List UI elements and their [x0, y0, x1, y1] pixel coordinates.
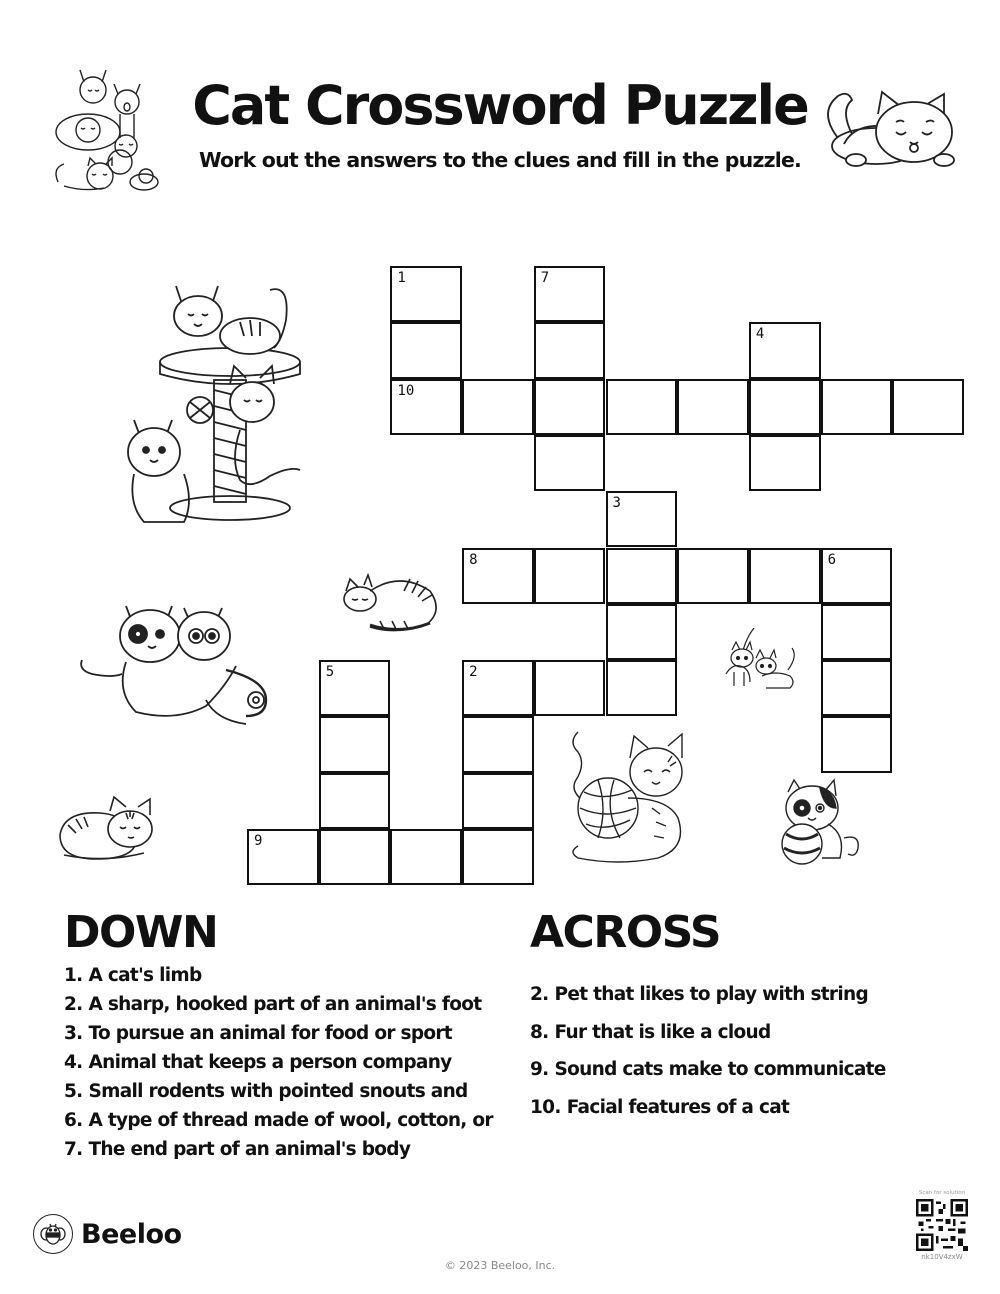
crossword-cell[interactable] — [677, 379, 749, 435]
qr-code-icon — [916, 1199, 968, 1251]
letter-input[interactable] — [536, 437, 604, 489]
solution-qr[interactable] — [912, 1190, 972, 1261]
bee-icon — [33, 1214, 73, 1254]
letter-input[interactable] — [536, 381, 604, 433]
clue-text: Facial features of a cat — [566, 1096, 790, 1118]
crossword-cell[interactable] — [534, 379, 606, 435]
hugging-cats-illustration — [76, 600, 280, 730]
yarn-cat-illustration — [568, 728, 688, 866]
down-clue — [64, 1048, 493, 1077]
letter-input[interactable] — [608, 381, 676, 433]
letter-input[interactable] — [464, 381, 532, 433]
crossword-cell[interactable] — [390, 829, 462, 885]
letter-input[interactable] — [464, 831, 532, 883]
clue-number: 9 — [254, 833, 263, 849]
crossword-cell[interactable] — [749, 548, 821, 604]
cat-tower-illustration — [120, 280, 320, 530]
crossword-cell[interactable] — [606, 491, 678, 547]
down-clue — [64, 961, 493, 990]
letter-input[interactable] — [894, 381, 962, 433]
across-clue-list — [530, 976, 886, 1126]
clue-number: 3 — [612, 495, 621, 512]
crossword-cell[interactable] — [390, 379, 462, 435]
letter-input[interactable] — [321, 831, 389, 883]
page-title: Cat Crossword Puzzle — [192, 74, 808, 137]
crossword-cell[interactable] — [821, 548, 893, 604]
beeloo-logo[interactable] — [33, 1214, 182, 1254]
down-clue — [64, 1106, 493, 1135]
cat-pile-illustration — [48, 62, 166, 194]
letter-input[interactable] — [751, 550, 819, 602]
crossword-cell[interactable] — [821, 716, 893, 772]
letter-input[interactable] — [536, 324, 604, 376]
clue-text: Small rodents with pointed snouts and — [88, 1081, 468, 1102]
letter-input[interactable] — [536, 550, 604, 602]
crossword-cell[interactable] — [534, 660, 606, 716]
clue-text: A type of thread made of wool, cotton, or — [88, 1110, 493, 1131]
crossword-cell[interactable] — [749, 435, 821, 491]
down-heading: DOWN — [64, 907, 218, 958]
clue-text: Sound cats make to communicate — [554, 1059, 886, 1080]
clue-number: 5. — [64, 1081, 83, 1102]
clue-number: 7. — [64, 1139, 83, 1160]
letter-input[interactable] — [751, 324, 819, 376]
letter-input[interactable] — [536, 662, 604, 714]
clue-number: 8. — [530, 1021, 549, 1043]
clue-text: A cat's limb — [88, 965, 202, 986]
clue-number: 6. — [64, 1110, 83, 1131]
clue-number: 2. — [530, 984, 549, 1005]
across-heading: ACROSS — [530, 907, 721, 958]
clue-number: 9. — [530, 1059, 549, 1080]
crossword-cell[interactable] — [892, 379, 964, 435]
letter-input[interactable] — [823, 550, 891, 602]
crossword-cell[interactable] — [462, 716, 534, 772]
clue-number: 1. — [64, 965, 83, 986]
letter-input[interactable] — [249, 831, 317, 883]
crossword-cell[interactable] — [606, 660, 678, 716]
letter-input[interactable] — [823, 381, 891, 433]
clue-number: 3. — [64, 1023, 83, 1044]
crossword-cell[interactable] — [247, 829, 319, 885]
crossword-cell[interactable] — [319, 829, 391, 885]
crossword-cell[interactable] — [462, 660, 534, 716]
across-clue — [530, 1051, 886, 1089]
letter-input[interactable] — [608, 606, 676, 658]
clue-number: 6 — [827, 551, 837, 568]
playing-kittens-illustration — [722, 628, 802, 696]
letter-input[interactable] — [751, 437, 819, 489]
clue-text: Animal that keeps a person company — [88, 1052, 452, 1073]
sleeping-cat-illustration — [816, 84, 966, 170]
letter-input[interactable] — [751, 381, 819, 433]
qr-solution-code: nk10V4zxW — [921, 1253, 963, 1261]
crossword-cell[interactable] — [534, 266, 606, 322]
crossword-cell[interactable] — [821, 660, 893, 716]
clue-number: 1 — [397, 270, 406, 286]
down-clue — [64, 1019, 493, 1048]
letter-input[interactable] — [823, 662, 891, 714]
ball-cat-illustration — [772, 778, 864, 868]
clue-number: 5 — [325, 664, 335, 681]
down-clue-list — [64, 961, 493, 1164]
letter-input[interactable] — [823, 718, 891, 770]
napping-striped-cat-illustration — [340, 573, 442, 635]
letter-input[interactable] — [392, 381, 460, 433]
clue-number: 7 — [540, 270, 550, 286]
crossword-cell[interactable] — [319, 773, 391, 829]
crossword-cell[interactable] — [462, 379, 534, 435]
letter-input[interactable] — [608, 493, 676, 545]
letter-input[interactable] — [464, 662, 532, 714]
clue-number: 4. — [64, 1052, 83, 1073]
across-clue — [530, 1089, 886, 1127]
crossword-cell[interactable] — [606, 379, 678, 435]
crossword-cell[interactable] — [534, 435, 606, 491]
page-subtitle: Work out the answers to the clues and fill in the puzzle. — [198, 148, 802, 172]
crossword-cell[interactable] — [319, 660, 391, 716]
clue-number: 2 — [469, 664, 478, 681]
letter-input[interactable] — [679, 381, 747, 433]
letter-input[interactable] — [679, 550, 747, 602]
across-clue — [530, 1014, 886, 1052]
down-clue — [64, 990, 493, 1019]
down-clue — [64, 1077, 493, 1106]
crossword-cell[interactable] — [390, 322, 462, 378]
letter-input[interactable] — [608, 550, 676, 602]
clue-number: 2. — [64, 994, 83, 1015]
letter-input[interactable] — [608, 662, 676, 714]
clue-number: 4 — [755, 326, 765, 343]
letter-input[interactable] — [392, 324, 460, 376]
crossword-cell[interactable] — [462, 773, 534, 829]
crossword-cell[interactable] — [749, 379, 821, 435]
crossword-cell[interactable] — [606, 604, 678, 660]
clue-text: A sharp, hooked part of an animal's foot — [88, 994, 482, 1015]
letter-input[interactable] — [464, 775, 532, 827]
letter-input[interactable] — [536, 268, 604, 320]
crossword-cell[interactable] — [534, 322, 606, 378]
brand-name: Beeloo — [81, 1218, 182, 1250]
letter-input[interactable] — [464, 550, 532, 602]
crossword-cell[interactable] — [534, 548, 606, 604]
clue-number: 8 — [469, 551, 478, 568]
clue-text: Pet that likes to play with string — [554, 984, 868, 1005]
crossword-cell[interactable] — [319, 716, 391, 772]
letter-input[interactable] — [823, 606, 891, 658]
down-clue — [64, 1135, 493, 1164]
crossword-cell[interactable] — [821, 604, 893, 660]
crossword-cell[interactable] — [749, 322, 821, 378]
letter-input[interactable] — [464, 718, 532, 770]
clue-text: The end part of an animal's body — [88, 1139, 411, 1160]
letter-input[interactable] — [321, 718, 389, 770]
crossword-cell[interactable] — [390, 266, 462, 322]
letter-input[interactable] — [392, 268, 460, 320]
letter-input[interactable] — [321, 662, 389, 714]
qr-caption: Scan for solution — [918, 1190, 966, 1196]
clue-number: 10 — [397, 382, 415, 399]
clue-number: 10. — [530, 1096, 561, 1118]
curled-cat-illustration — [54, 795, 158, 865]
letter-input[interactable] — [392, 831, 460, 883]
crossword-cell[interactable] — [606, 548, 678, 604]
copyright-text: © 2023 Beeloo, Inc. — [444, 1259, 556, 1272]
crossword-cell[interactable] — [462, 829, 534, 885]
letter-input[interactable] — [321, 775, 389, 827]
crossword-cell[interactable] — [821, 379, 893, 435]
across-clue — [530, 976, 886, 1014]
crossword-cell[interactable] — [677, 548, 749, 604]
clue-text: Fur that is like a cloud — [554, 1021, 771, 1043]
clue-text: To pursue an animal for food or sport — [88, 1023, 452, 1044]
crossword-cell[interactable] — [462, 548, 534, 604]
